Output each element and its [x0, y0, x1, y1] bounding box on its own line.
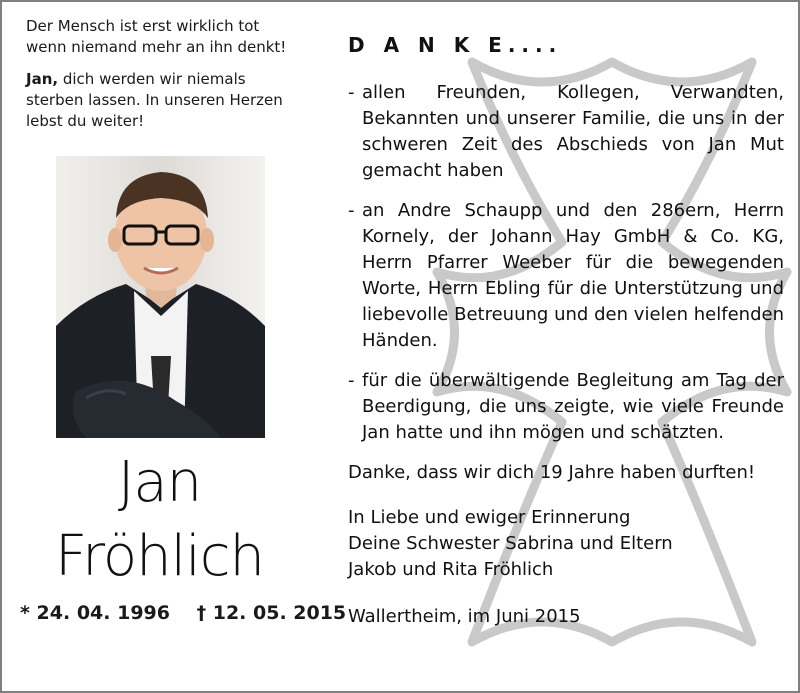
quote-line: wenn niemand mehr an ihn denkt!: [26, 38, 287, 56]
death-date: † 12. 05. 2015: [196, 602, 347, 624]
thanks-item-text: allen Freunden, Kollegen, Verwandten, Bekannten und unserer Familie, die uns in der schweren Zeit des Abschieds von Jan Mut gemacht haben: [362, 82, 784, 181]
thanks-item: [348, 368, 784, 446]
portrait-photo: [56, 156, 265, 438]
quote-text: dich werden wir niemals: [58, 70, 246, 88]
quote-dedication: [26, 69, 316, 90]
thanks-item-text: an Andre Schaupp und den 286ern, Herrn Kornely, der Johann Hay GmbH & Co. KG, Herrn Pfarrer Weeber für die bewegenden Worte, Herrn Ebling für die Unterstützung und liebevolle Betreuung und den vielen helfenden Händen.: [362, 200, 784, 351]
signature-line: Deine Schwester Sabrina und Eltern: [348, 533, 673, 554]
thanks-section: [348, 32, 784, 630]
dash: -: [348, 370, 355, 391]
life-dates: [20, 602, 347, 624]
signature-line: In Liebe und ewiger Erinnerung: [348, 507, 631, 528]
first-name: Jan: [117, 450, 202, 515]
quote-name: Jan,: [26, 70, 59, 88]
quote-line: sterben lassen. In unseren Herzen: [26, 91, 283, 109]
place-date: Wallertheim, im Juni 2015: [348, 606, 581, 627]
memorial-quote: [26, 16, 316, 132]
thanks-item: [348, 80, 784, 184]
birth-date: * 24. 04. 1996: [20, 602, 170, 624]
thanks-title: D A N K E....: [348, 33, 563, 57]
signature-line: Jakob und Rita Fröhlich: [348, 559, 554, 580]
quote-line: Der Mensch ist erst wirklich tot: [26, 17, 260, 35]
dash: -: [348, 200, 355, 221]
thanks-item-text: für die überwältigende Begleitung am Tag der Beerdigung, die uns zeigte, wie viele Freunde Jan hatte und ihn mögen und schätzten.: [362, 370, 784, 443]
quote-line: lebst du weiter!: [26, 112, 145, 130]
dash: -: [348, 82, 355, 103]
closing-line: Danke, dass wir dich 19 Jahre haben durften!: [348, 462, 756, 483]
last-name: Fröhlich: [54, 524, 265, 589]
thanks-item: [348, 198, 784, 354]
